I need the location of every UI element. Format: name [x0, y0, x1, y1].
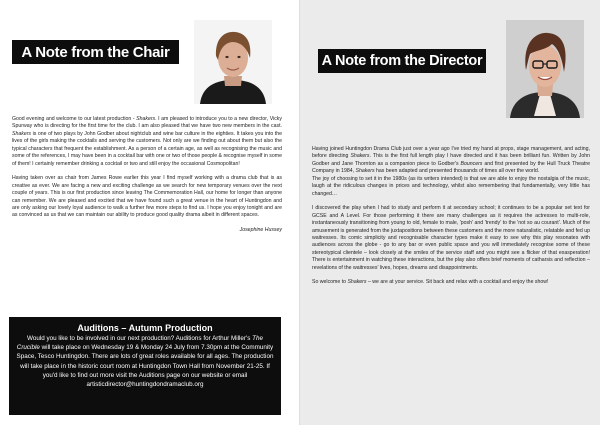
director-paragraph-1 [312, 146, 590, 198]
director-note-text [312, 146, 590, 287]
portrait-photo-icon [194, 20, 272, 104]
chair-signature: Josephine Hussey [239, 226, 282, 233]
director-p3-text: – we are at your service. Sit back and relax with a cocktail and enjoy the show! [366, 279, 549, 286]
auditions-title: Auditions – Autumn Production [77, 323, 213, 333]
auditions-text [15, 334, 275, 389]
chair-paragraph-1 [12, 116, 282, 168]
play-title: Shakers [12, 130, 32, 137]
director-photo [506, 20, 584, 118]
director-paragraph-3 [312, 279, 590, 286]
director-p1b-text: The joy of choosing to set it in the 1980s (as its writers intended) is that we are able to enjoy the nostalgia of the music, laugh at the ridiculous changes in prices and technology, whilst also remembering that fundamentally, very little has changed… [312, 175, 590, 197]
chair-p1-text: Good evening and welcome to our latest production - [12, 116, 137, 122]
director-p3-text: So welcome to [312, 279, 348, 286]
director-p1-text: and first presented by the Hull Truck Theatre Company in 1984, [312, 160, 590, 175]
chair-paragraph-2: Having taken over as chair from James Rowe earlier this year I find myself working with a drama club that is as creative as ever. We are facing a new and exciting challenge as we search for new temporary venues over the next couple of years. This is our first production since leaving The Commemoration Hall, our home for longer than anyone can remember. We are pleased and excited that we have found such a great venue in the heart of Huntingdon and are only asking our lovely loyal audience to walk a further few more steps to find us. I hope you enjoy tonight and are as convinced as us that we can maintain our ability to produce good quality drama albeit in different spaces. [12, 175, 282, 219]
portrait-photo-icon [506, 20, 584, 118]
director-p1-text: Having joined Huntingdon Drama Club just over a year ago I've tried my hand at props, stage management, and acting, before directing [312, 146, 590, 160]
chair-note-text [12, 116, 282, 234]
play-title: Shakers [355, 168, 375, 175]
director-paragraph-2: I discovered the play when I had to study and perform it at secondary school; it continues to be a popular set text for GCSE and A Level. For those performing it there are many challenges as it requires the actresses to multi-role, instantaneously transitioning from young to old, female to male, 'posh' and 'trendy' to the 'not so au courant'. Much of the amusement is generated from the juxtapositions between these customers and the more naturalistic, relatable and fed up waitresses. Its comic simplicity and recognisable character types make it easy to see why this play resonates with audiences across the globe - go to any bar or even public space and you will immediately recognise some of these stereotypical clientele – look closely at the smiles of the service staff and you might see a flicker of that exasperation! There is entertainment in watching these interactions, but the play also offers brief moments of catharsis and reflection – revelations of the waitresses' lives, hopes, dreams and disappointments. [312, 205, 590, 271]
chair-photo [194, 20, 272, 104]
play-title: Shakers [136, 116, 156, 122]
director-p1-text: . This is the first full length play I have directed and it has been brilliant fun. Written by John Godber and Jane Thornton as a companion piece to Godber's [312, 153, 591, 167]
play-title: Shakers [350, 153, 370, 160]
chair-p1-text: is one of two plays by John Godber about nightclub and wine bar culture in the eighties. It takes you into the lives of the girls making the cocktails and serving the customers. Not only are we finding out about them but also the typical characters that frequent the establishment. As a person of a certain age, as well as recognising the music and some of the references, I may have been in a cocktail bar with one or two of those people & recognise myself in some of them! I certainly remember drinking a cocktail or two and still enjoy the occasional Cosmopolitan! [12, 130, 282, 167]
chair-heading: A Note from the Chair [12, 40, 179, 64]
chair-p1-text: . I am pleased to introduce you to a new director, Vicky Spurway who is directing for the first time for the club. I am also pleased that we have two new members in the cast. [12, 116, 282, 130]
auditions-callout [9, 317, 281, 415]
play-title: Bouncers [460, 160, 483, 167]
play-title: Shakers [347, 279, 367, 286]
auditions-text-part: Would you like to be involved in our next production? Auditions for Arthur Miller's [27, 335, 253, 342]
director-heading: A Note from the Director [318, 49, 486, 73]
director-p1-text: has been adapted and presented thousands of times all over the world. [374, 168, 540, 175]
play-title: The Crucible [16, 335, 263, 352]
auditions-text-part: will take place on Wednesday 19 & Monday 24 July from 7.30pm at the Community Space, Tesco Huntingdon. There are lots of great roles available for all ages. The production will take place in the historic court room at Huntingdon Town Hall from November 21-25. If you'd like to find out more visit the Auditions page on our website or email artisticdirector@huntingdondramaclub.org [16, 344, 274, 389]
right-page [300, 0, 600, 425]
